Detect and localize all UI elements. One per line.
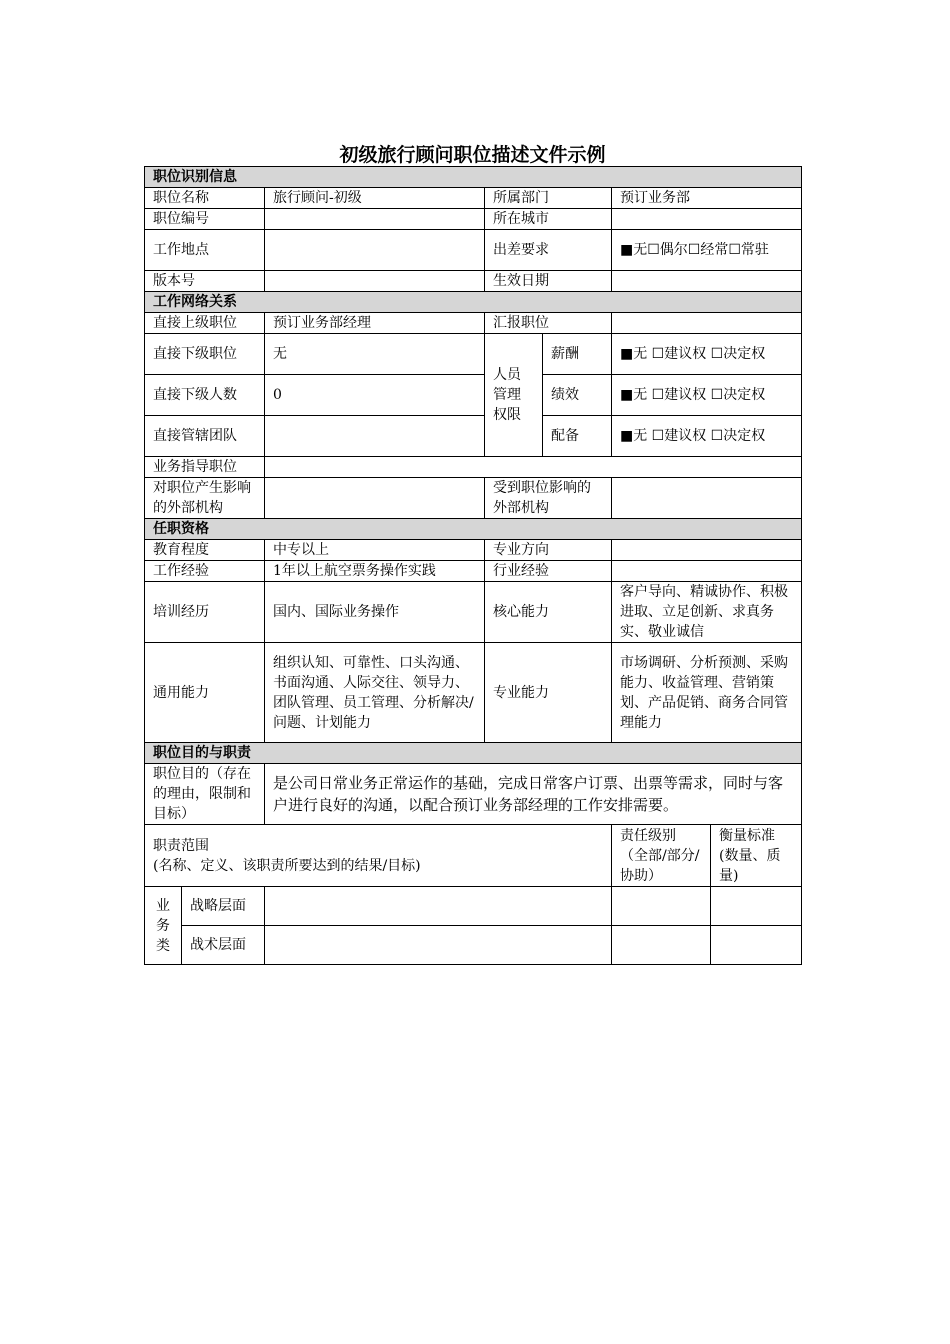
external-influenced-value [612,478,802,519]
authority-label: 人员管理权限 [485,334,543,457]
position-name-label: 职位名称 [145,188,265,209]
guidance-label: 业务指导职位 [145,457,265,478]
effective-date-label: 生效日期 [485,271,612,292]
strategic-level [612,887,711,926]
travel-label: 出差要求 [485,230,612,271]
position-code-label: 职位编号 [145,209,265,230]
report-value [612,313,802,334]
section-header-purpose: 职位目的与职责 [145,743,802,764]
report-label: 汇报职位 [485,313,612,334]
industry-label: 行业经验 [485,561,612,582]
industry-value [612,561,802,582]
guidance-value [265,457,802,478]
external-affected-value [265,478,485,519]
level-header: 责任级别（全部/部分/协助） [612,825,711,887]
core-label: 核心能力 [485,582,612,643]
staffing-label: 配备 [543,416,612,457]
education-label: 教育程度 [145,540,265,561]
subordinate-count-label: 直接下级人数 [145,375,265,416]
superior-value: 预订业务部经理 [265,313,485,334]
major-value [612,540,802,561]
travel-options: ■无☐偶尔☐经常☐常驻 [612,230,802,271]
subordinate-label: 直接下级职位 [145,334,265,375]
superior-label: 直接上级职位 [145,313,265,334]
external-influenced-label: 受到职位影响的外部机构 [485,478,612,519]
effective-date-value [612,271,802,292]
salary-options: ■无 ☐建议权 ☐决定权 [612,334,802,375]
work-location-label: 工作地点 [145,230,265,271]
strategic-label: 战略层面 [182,887,265,926]
team-label: 直接管辖团队 [145,416,265,457]
scope-header [145,825,612,887]
subordinate-value: 无 [265,334,485,375]
purpose-text: 是公司日常业务正常运作的基础，完成日常客户订票、出票等需求，同时与客户进行良好的沟通，以配合预订业务部经理的工作安排需要。 [265,764,802,825]
standard-header: 衡量标准(数量、质量) [711,825,802,887]
position-code-value [265,209,485,230]
job-description-table [144,166,802,965]
tactical-scope [265,926,612,965]
experience-label: 工作经验 [145,561,265,582]
subordinate-count-value: 0 [265,375,485,416]
city-label: 所在城市 [485,209,612,230]
scope-label: 职责范围 [153,837,209,854]
general-value: 组织认知、可靠性、口头沟通、书面沟通、人际交往、领导力、团队管理、员工管理、分析解决/问题、计划能力 [265,643,485,743]
training-label: 培训经历 [145,582,265,643]
training-value: 国内、国际业务操作 [265,582,485,643]
core-value: 客户导向、精诚协作、积极进取、立足创新、求真务实、敬业诚信 [612,582,802,643]
tactical-level [612,926,711,965]
external-affected-label: 对职位产生影响的外部机构 [145,478,265,519]
staffing-options: ■无 ☐建议权 ☐决定权 [612,416,802,457]
professional-label: 专业能力 [485,643,612,743]
strategic-standard [711,887,802,926]
work-location-value [265,230,485,271]
major-label: 专业方向 [485,540,612,561]
team-value [265,416,485,457]
version-value [265,271,485,292]
section-header-identity: 职位识别信息 [145,167,802,188]
tactical-label: 战术层面 [182,926,265,965]
tactical-standard [711,926,802,965]
professional-value: 市场调研、分析预测、采购能力、收益管理、营销策划、产品促销、商务合同管理能力 [612,643,802,743]
purpose-label: 职位目的（存在的理由，限制和目标） [145,764,265,825]
page-title: 初级旅行顾问职位描述文件示例 [339,144,606,166]
section-header-qualification: 任职资格 [145,519,802,540]
city-value [612,209,802,230]
strategic-scope [265,887,612,926]
experience-value: 1年以上航空票务操作实践 [265,561,485,582]
performance-options: ■无 ☐建议权 ☐决定权 [612,375,802,416]
salary-label: 薪酬 [543,334,612,375]
scope-sub: (名称、定义、该职责所要达到的结果/目标) [153,857,421,874]
business-category-label: 业务类 [145,887,182,965]
department-label: 所属部门 [485,188,612,209]
general-label: 通用能力 [145,643,265,743]
position-name-value: 旅行顾问-初级 [265,188,485,209]
section-header-network: 工作网络关系 [145,292,802,313]
version-label: 版本号 [145,271,265,292]
performance-label: 绩效 [543,375,612,416]
education-value: 中专以上 [265,540,485,561]
department-value: 预订业务部 [612,188,802,209]
